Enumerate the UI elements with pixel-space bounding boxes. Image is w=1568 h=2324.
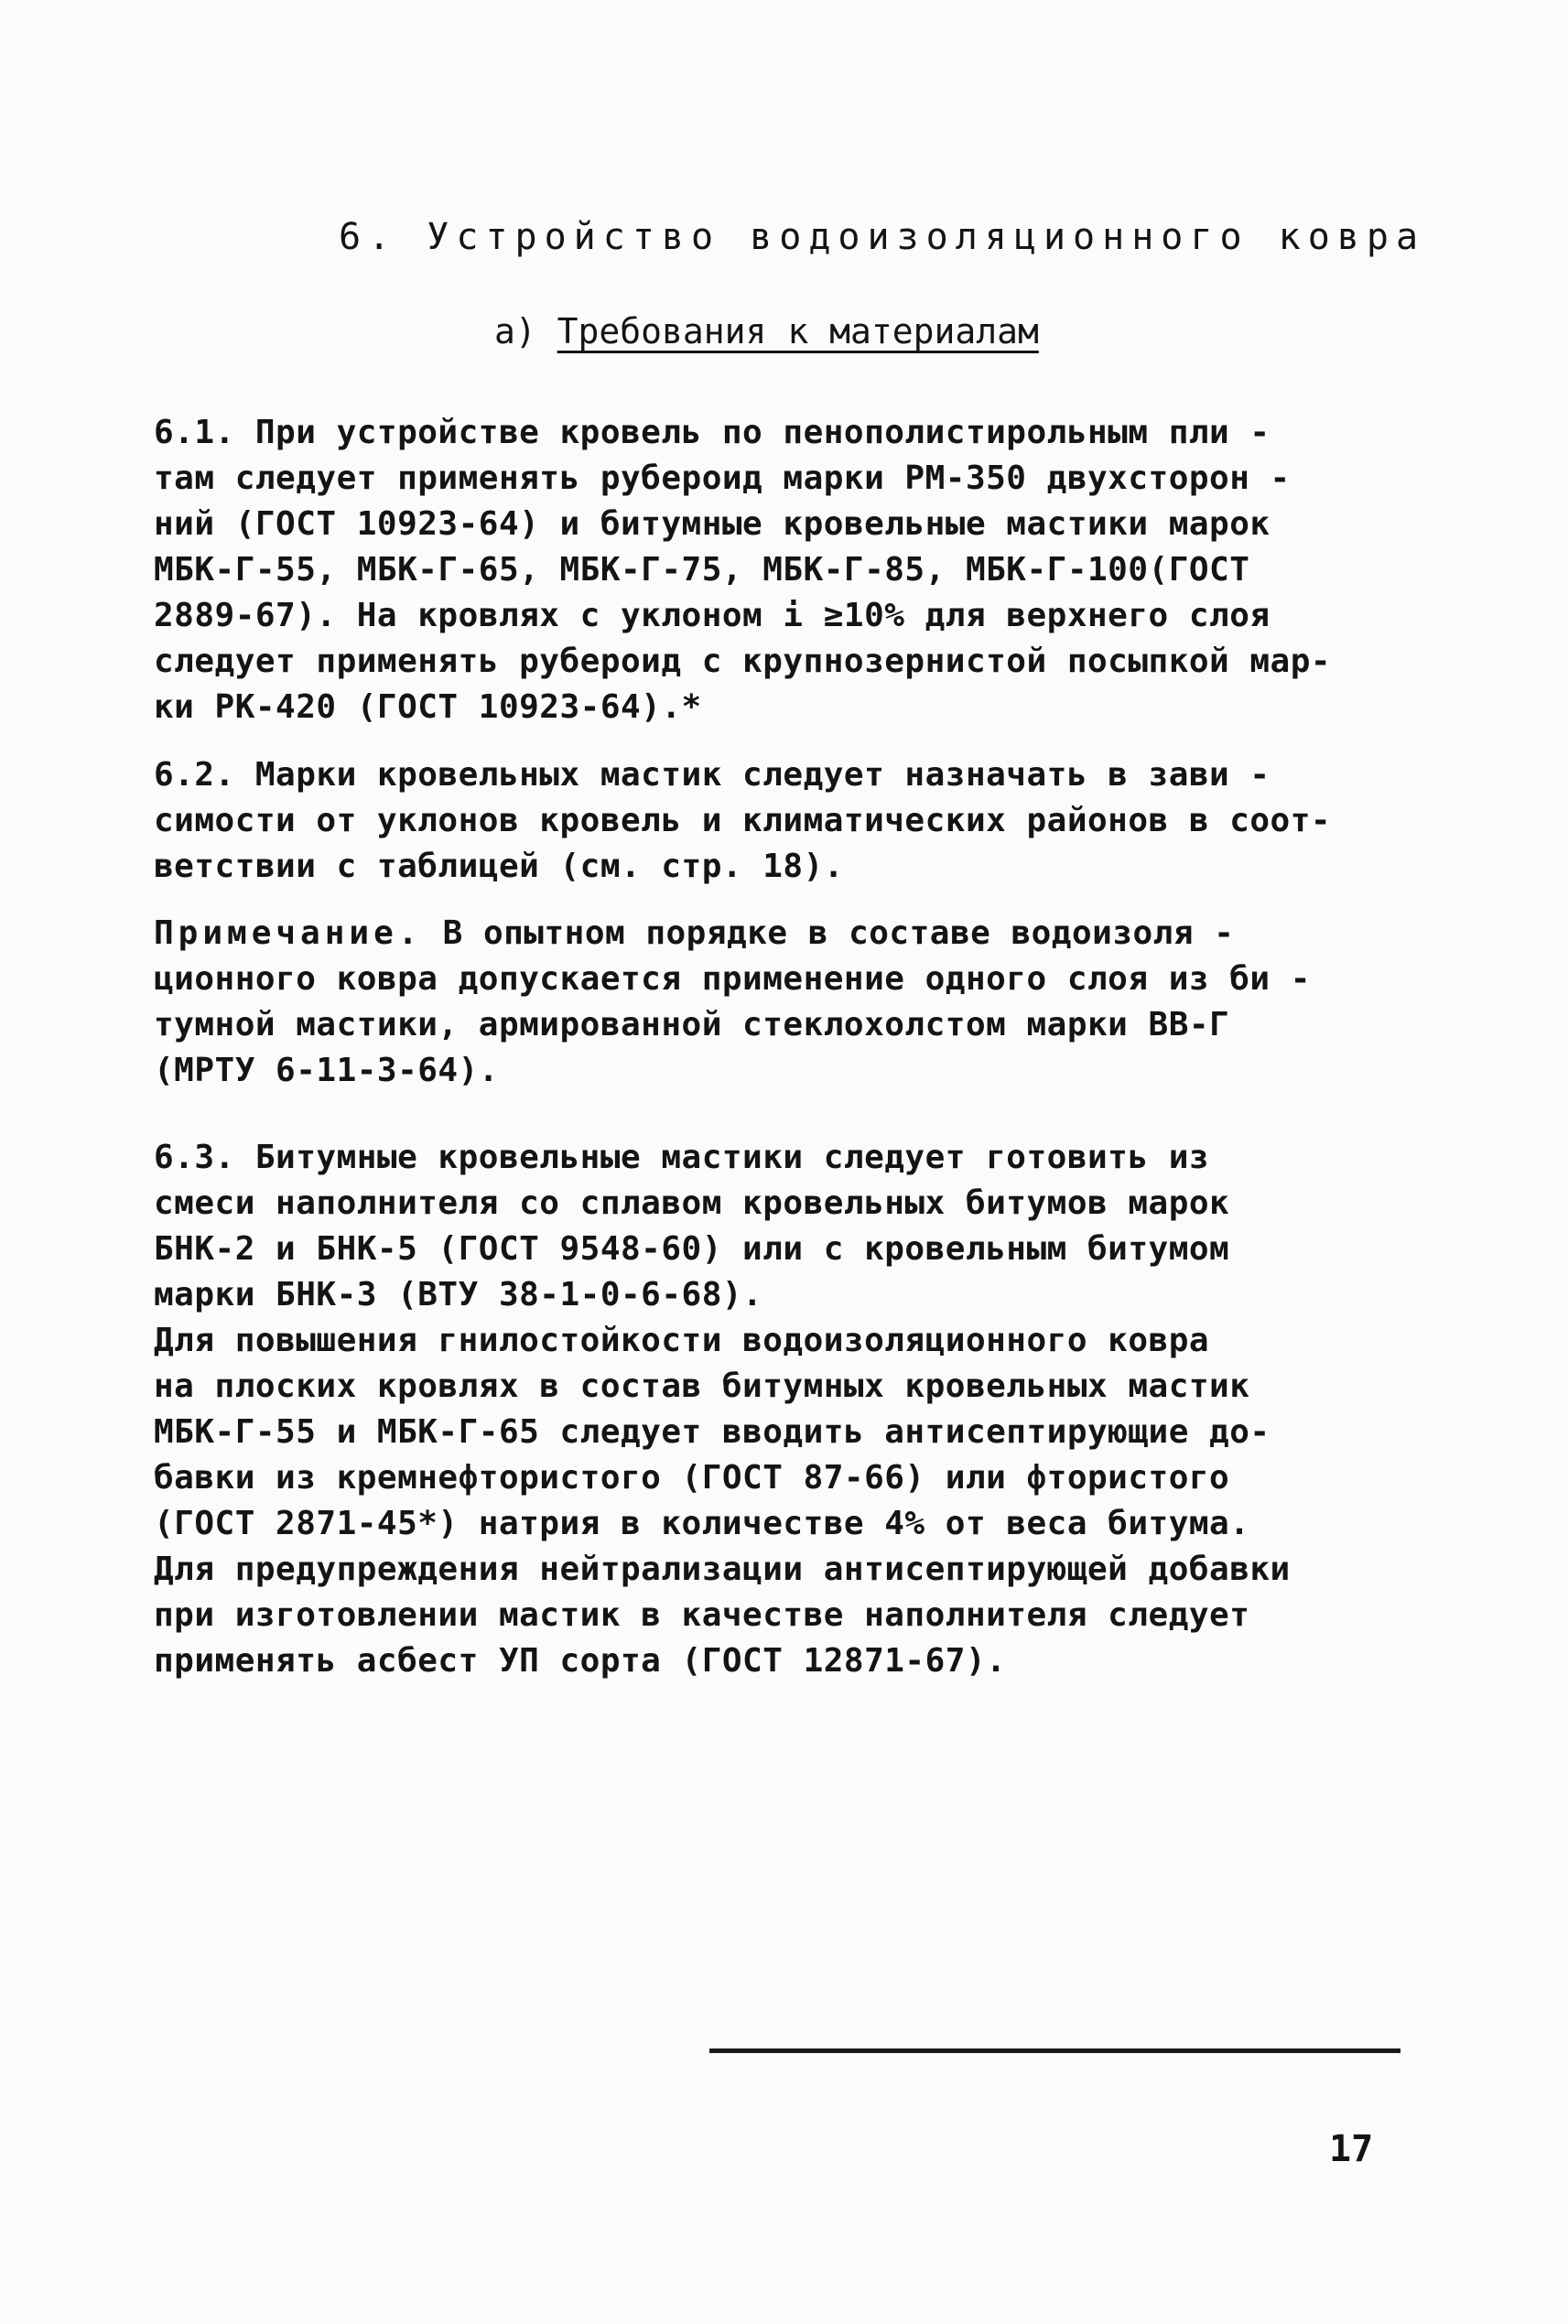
paragraph-6-1: [154, 410, 1412, 730]
text-line: ки РК-420 (ГОСТ 10923-64).*: [154, 688, 702, 726]
paragraph-6-3: [154, 1135, 1412, 1318]
text-line: тумной мастики, армированной стеклохолстом марки ВВ-Г: [154, 1006, 1230, 1043]
text-line: бавки из кремнефтористого (ГОСТ 87-66) или фтористого: [154, 1459, 1230, 1497]
text-line: ний (ГОСТ 10923-64) и битумные кровельные мастики марок: [154, 505, 1271, 543]
text-line: при изготовлении мастик в качестве наполнителя следует: [154, 1596, 1250, 1634]
note-text: В опытном порядке в составе водоизоля -: [422, 914, 1235, 952]
text-line: 6.3. Битумные кровельные мастики следует готовить из: [154, 1139, 1210, 1176]
text-line: смеси наполнителя со сплавом кровельных битумов марок: [154, 1184, 1230, 1222]
text-line: следует применять рубероид с крупнозернистой посыпкой мар-: [154, 643, 1332, 680]
page-number: 17: [1329, 2128, 1374, 2170]
note-paragraph: [154, 911, 1412, 1094]
subsection-prefix: а): [494, 311, 536, 351]
text-line: Для повышения гнилостойкости водоизоляционного ковра: [154, 1322, 1210, 1359]
section-title: 6. Устройство водоизоляционного ковра: [339, 216, 1426, 258]
text-line: марки БНК-3 (ВТУ 38-1-0-6-68).: [154, 1276, 763, 1313]
text-line: применять асбест УП сорта (ГОСТ 12871-67).: [154, 1642, 1007, 1680]
footnote-divider: [709, 2048, 1400, 2053]
text-line: Для предупреждения нейтрализации антисептирующей добавки: [154, 1551, 1291, 1588]
text-line: (МРТУ 6-11-3-64).: [154, 1052, 499, 1089]
subsection-text: Требования к материалам: [557, 311, 1039, 351]
text-line: ционного ковра допускается применение одного слоя из би -: [154, 960, 1311, 998]
text-line: 2889-67). На кровлях с уклоном i ≥10% для верхнего слоя: [154, 597, 1271, 634]
note-label: Примечание.: [154, 914, 423, 952]
text-line: (ГОСТ 2871-45*) натрия в количестве 4% от веса битума.: [154, 1505, 1250, 1542]
text-line: на плоских кровлях в состав битумных кровельных мастик: [154, 1367, 1250, 1405]
text-line: БНК-2 и БНК-5 (ГОСТ 9548-60) или с кровельным битумом: [154, 1230, 1230, 1268]
paragraph-antiseptic: [154, 1318, 1412, 1684]
text-line: 6.1. При устройстве кровель по пенополистирольным пли -: [154, 414, 1271, 451]
text-line: ветствии с таблицей (см. стр. 18).: [154, 848, 844, 885]
text-line: симости от уклонов кровель и климатических районов в соот-: [154, 802, 1332, 839]
paragraph-6-2: [154, 752, 1412, 890]
subsection-title: [494, 311, 1135, 351]
text-line: там следует применять рубероид марки РМ-350 двухсторон -: [154, 459, 1291, 497]
text-line: МБК-Г-55, МБК-Г-65, МБК-Г-75, МБК-Г-85, МБК-Г-100(ГОСТ: [154, 551, 1250, 589]
text-line: 6.2. Марки кровельных мастик следует назначать в зави -: [154, 756, 1271, 794]
text-line: МБК-Г-55 и МБК-Г-65 следует вводить антисептирующие до-: [154, 1413, 1271, 1451]
text-line: [154, 911, 1412, 957]
